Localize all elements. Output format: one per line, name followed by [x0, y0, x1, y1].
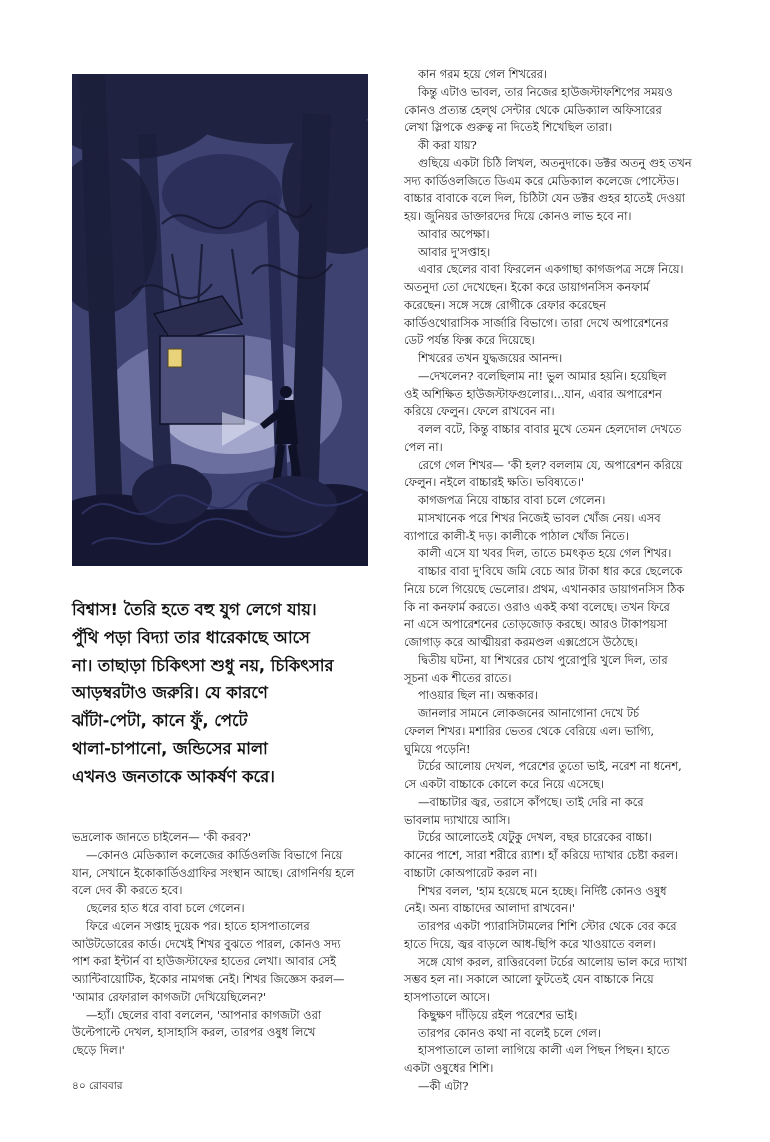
text-line: কালী এসে যা খবর দিল, তাতে চমৎকৃত হয়ে গেল শিখর। [418, 546, 672, 561]
text-line: শিখরের তখন যুদ্ধজয়ের আনন্দ। [418, 351, 563, 365]
text-line: ঘুমিয়ে পড়েনি! [404, 741, 471, 756]
text-line: ফেলুন। নইলে বাচ্চারই ক্ষতি। ভবিষ্যতে।' [404, 475, 584, 490]
text-line: আবার দু'সপ্তাহ। [418, 244, 491, 259]
text-line: করিয়ে ফেলুন। ফেলে রাখবেন না। [404, 404, 555, 419]
text-line: গুছিয়ে একটা চিঠি লিখল, অতনুদাকে। ডক্টর অতনু গুহ তখন [418, 155, 692, 170]
text-line: একটা ওষুধের শিশি। [404, 1061, 494, 1075]
text-line: 'আমার রেফারাল কাগজটা দেখিয়েছিলেন?' [72, 989, 267, 1004]
pull-quote-line: বিশ্বাস! তৈরি হতে বহু যুগ লেগে যায়। [72, 600, 317, 619]
text-line: তারপর একটা প্যারাসিটামলের শিশি স্টোর থেকে বের করে [418, 919, 677, 933]
right-text-column [404, 66, 714, 1096]
text-line: মাসখানেক পরে শিখর নিজেই ভাবল খোঁজ নেয়। এসব [418, 510, 661, 525]
text-line: টর্চের আলোতেই যেটুকু দেখল, বছর চারেকের বাচ্চা। [418, 830, 652, 845]
text-line: পেল না। [404, 439, 443, 454]
text-line: বলে দেব কী করতে হবে। [72, 883, 183, 898]
text-line: কার্ডিওথোরাসিক সার্জারি বিভাগে। তারা দেখে অপারেশনের [404, 315, 669, 330]
pull-quote-line: আড়ম্বরটাও জরুরি। যে কারণে [72, 683, 268, 703]
text-line: কি না কনফার্ম করতে। ওরাও একই কথা বলেছে। তখন ফিরে [404, 599, 670, 614]
text-line: ওই অশিক্ষিত হাউজস্টাফগুলোর।...যান, এবার অপারেশন [404, 386, 662, 401]
text-line: হাতে দিয়ে, জ্বর বাড়লে আধ-ছিপি করে খাওয়াতে বলল। [404, 936, 656, 951]
text-line: —দেখলেন? বলেছিলাম না! ভুল আমার হয়নি। হয়েছিল [418, 368, 667, 383]
text-line: না এসে অপারেশনের তোড়জোড় করছে। আরও টাকাপয়সা [404, 617, 668, 632]
text-line: —কী এটা? [418, 1078, 469, 1093]
text-line: লেখা স্লিপকে গুরুত্ব না দিতেই শিখেছিল তারা। [404, 120, 613, 135]
text-line: —কোনও মেডিক্যাল কলেজের কার্ডিওলজি বিভাগে নিয়ে [86, 847, 343, 862]
text-line: কান গরম হয়ে গেল শিখরের। [418, 67, 548, 81]
text-line: আবার অপেক্ষা। [418, 226, 490, 241]
text-line: বাচ্চাটা কোঅপারেট করল না। [404, 865, 538, 880]
text-line: যান, সেখানে ইকোকার্ডিওগ্রাফির সংস্থান আছে। রোগনির্ণয় হলে [72, 865, 355, 880]
text-line: ফিরে এলেন সপ্তাহ দুয়েক পর। হাতে হাসপাতালের [86, 918, 310, 933]
text-line: টর্চের আলোয় দেখল, পরেশের তুতো ভাই, নরেশ না ধনেশ, [418, 759, 682, 774]
text-line: ফেলল শিখর। মশারির ভেতর থেকে বেরিয়ে এল। ভাগ্যি, [404, 723, 655, 738]
text-line: সে একটা বাচ্চাকে কোলে করে নিয়ে এসেছে। [404, 777, 605, 791]
text-line: ছেড়ে দিল।' [72, 1043, 125, 1057]
text-line: করেছেন। সঙ্গে সঙ্গে রোগীকে রেফার করেছেন [404, 297, 606, 312]
text-line: অ্যান্টিবায়োটিক, ইকোর নামগন্ধ নেই। শিখর জিজ্ঞেস করল— [72, 972, 345, 986]
text-line: ভাবলাম দ্যাখায়ে আসি। [404, 812, 511, 827]
text-line: আউটডোরের কার্ড। দেখেই শিখর বুঝতে পারল, কোনও সদ্য [72, 936, 341, 951]
text-line: দ্বিতীয় ঘটনা, যা শিখরের চোখ পুরোপুরি খুলে দিল, তার [418, 652, 668, 667]
text-line: বলল বটে, কিন্তু বাচ্চার বাবার মুখে তেমন হেলদোল দেখতে [418, 422, 682, 436]
text-line: উল্টেপাল্টে দেখল, হাসাহাসি করল, তারপর ওষুধ লিখে [72, 1025, 316, 1040]
text-line: হাসপাতালে আসে। [404, 990, 490, 1004]
text-line: সদ্য কার্ডিওলজিতে ডিএম করে মেডিক্যাল কলেজে পোস্টেড। [404, 173, 679, 188]
text-line: ভদ্রলোক জানতে চাইলেন— 'কী করব?' [72, 830, 252, 844]
text-line: অতনুদা তো দেখেছেন। ইকো করে ডায়াগনসিস কনফার্ম [404, 280, 650, 294]
pull-quote [72, 596, 378, 791]
night-forest-scene-icon [72, 74, 368, 566]
text-line: সম্ভব হল না। সকালে আলো ফুটতেই যেন বাচ্চাকে নিয়ে [404, 972, 654, 987]
house-with-lit-window-icon [154, 296, 244, 424]
text-line: কানের পাশে, সারা শরীরে র‍্যাশ। হাঁ করিয়ে দ্যাখার চেষ্টা করল। [404, 848, 679, 862]
text-line: রেগে গেল শিখর— 'কী হল? বললাম যে, অপারেশন করিয়ে [418, 457, 683, 472]
text-line: পাওয়ার ছিল না। অন্ধকার। [418, 688, 538, 703]
text-line: ছেলের হাত ধরে বাবা চলে গেলেন। [86, 901, 245, 915]
text-line: কী করা যায়? [418, 138, 477, 152]
text-line: —বাচ্চাটার জ্বর, তরাসে কাঁপছে। তাই দেরি না করে [418, 794, 644, 809]
text-line: নিয়ে চলে গিয়েছে ভেলোর। প্রথম, এখানকার ডায়াগনসিস ঠিক [404, 581, 685, 596]
page-folio: ৪০ রোববার [72, 1080, 123, 1092]
text-line: —হ্যাঁ। ছেলের বাবা বললেন, 'আপনার কাগজটা ওরা [86, 1007, 322, 1022]
left-text-column [72, 829, 378, 1060]
text-line: ডেট পর্যন্ত ফিক্স করে দিয়েছে। [404, 333, 535, 348]
pull-quote-line: না। তাছাড়া চিকিৎসা শুধু নয়, চিকিৎসার [72, 655, 334, 675]
text-line: শিখর বলল, 'হাম হয়েছে মনে হচ্ছে। নির্দিষ্ট কোনও ওষুধ [418, 883, 667, 898]
pull-quote-line: পুঁথি পড়া বিদ্যা তার ধারেকাছে আসে [72, 627, 310, 647]
text-line: হয়। জুনিয়র ডাক্তারদের দিয়ে কোনও লাভ হবে না। [404, 209, 632, 223]
pull-quote-line: এখনও জনতাকে আকর্ষণ করে। [72, 766, 275, 786]
text-line: কাগজপত্র নিয়ে বাচ্চার বাবা চলে গেলেন। [418, 493, 606, 507]
text-line: সূচনা এক শীতের রাতে। [404, 670, 512, 685]
text-line: নেই। অন্য বাচ্চাদের আলাদা রাখবেন।' [404, 901, 576, 916]
text-line: কিছুক্ষণ দাঁড়িয়ে রইল পরেশের ভাই। [418, 1007, 578, 1022]
text-line: এবার ছেলের বাবা ফিরলেন একগাছা কাগজপত্র সঙ্গে নিয়ে। [418, 262, 684, 277]
text-line: হাসপাতালে তালা লাগিয়ে কালী এল পিছন পিছন। হাতে [418, 1043, 670, 1058]
text-line: বাচ্চার বাবাকে বলে দিল, চিঠিটা যেন ডক্টর গুহর হাতেই দেওয়া [404, 191, 685, 206]
text-line: জোগাড় করে আত্মীয়রা করমণ্ডল এক্সপ্রেসে উঠেছে। [404, 635, 638, 649]
text-line: কিন্তু এটাও ভাবল, তার নিজের হাউজস্টাফশিপের সময়ও [418, 84, 673, 99]
text-line: বাচ্চার বাবা দু'বিঘে জমি বেচে আর টাকা ধার করে ছেলেকে [418, 564, 683, 578]
text-line: কোনও প্রত্যন্ত হেল্থ সেন্টার থেকে মেডিক্যাল অফিসারের [404, 102, 662, 117]
text-line: জানলার সামনে লোকজনের আনাগোনা দেখে টর্চ [418, 706, 640, 720]
pull-quote-line: থালা-চাপানো, জন্ডিসের মালা [72, 738, 268, 758]
text-line: ব্যাপারে কালী-ই দড়। কালীকে পাঠাল খোঁজ নিতে। [404, 528, 629, 543]
text-line: তারপর কোনও কথা না বলেই চলে গেল। [418, 1025, 601, 1040]
text-line: পাশ করা ইন্টার্ন বা হাউজস্টাফের হাতের লেখা। আবার সেই [72, 954, 336, 969]
text-line: সঙ্গে যোগ করল, রাত্তিরবেলা টর্চের আলোয় ভাল করে দ্যাখা [418, 954, 687, 969]
story-illustration [72, 74, 368, 566]
pull-quote-line: ঝাঁটা-পেটা, কানে ফুঁ, পেটে [72, 711, 248, 731]
